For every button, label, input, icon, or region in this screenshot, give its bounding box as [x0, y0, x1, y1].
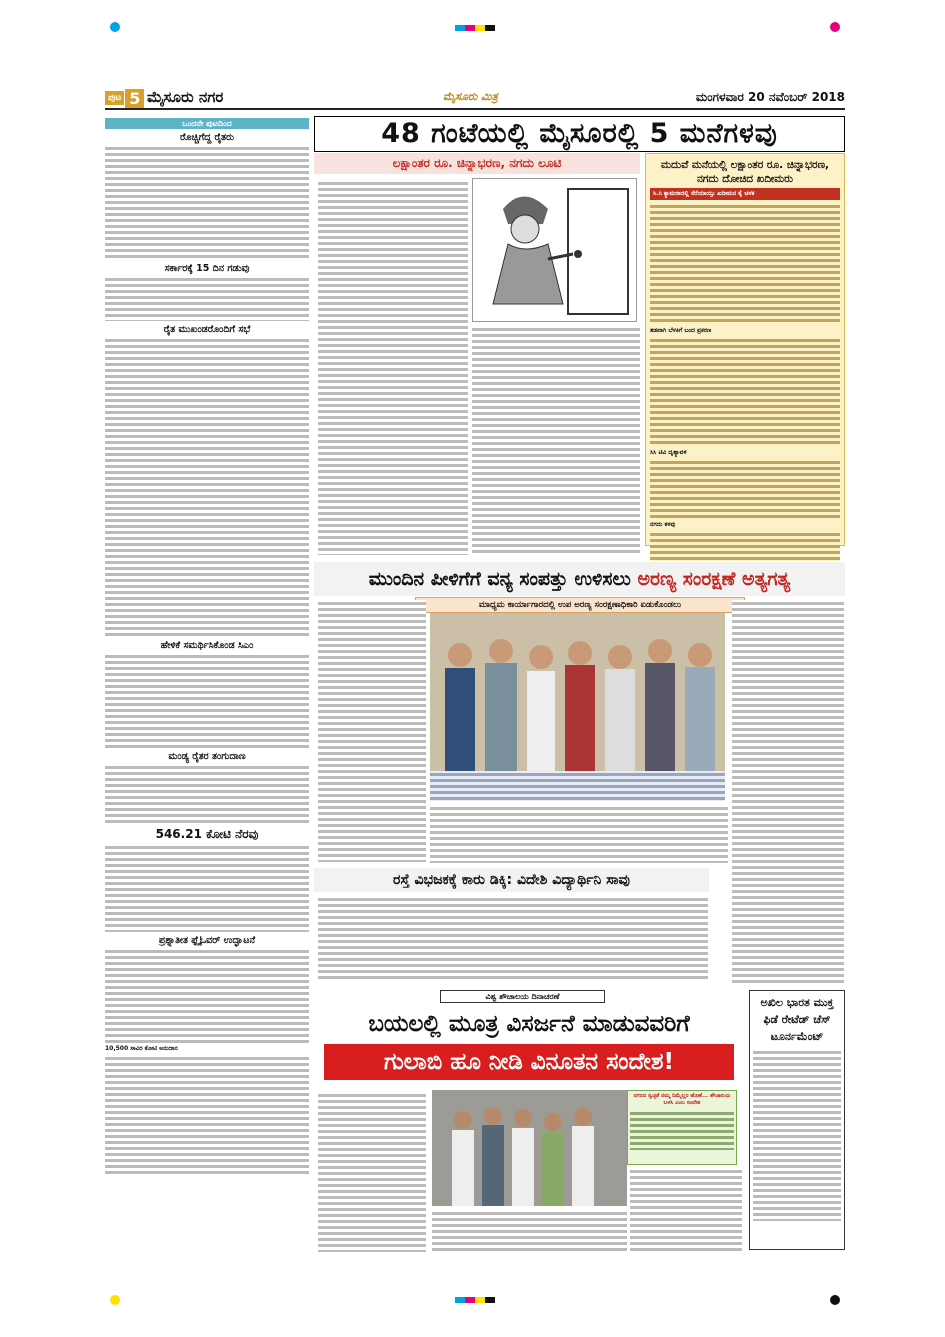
body-text: [630, 1110, 734, 1150]
color-bar: [455, 1297, 495, 1303]
body-text: [650, 337, 840, 447]
story-heading: ಹೇಳಿಕೆ ಸಮರ್ಥಿಸಿಕೊಂಡ ಸಿಎಂ: [160, 640, 254, 651]
forest-body-2: [732, 600, 844, 985]
toilet-body-3: [630, 1168, 742, 1252]
registration-mark: [110, 22, 120, 32]
lead-subhead: ಲಕ್ಷಾಂತರ ರೂ. ಚಿನ್ನಾಭರಣ, ನಗದು ಲೂಟಿ: [314, 153, 640, 174]
side-story-subhead: ಸಿಸಿ ಟಿವಿ ದೃಶ್ಯಾವಳಿ: [650, 449, 687, 456]
crash-body: [318, 896, 708, 982]
toilet-info-box: ನಗರದ ಸ್ವಚ್ಛತೆ ನಮ್ಮ ನಿಮ್ಮೆಲ್ಲರ ಹೊಣೆ... ಶೌಚಾಲಯ ಬಳಸಿ ಎಂಬ ಸಂದೇಶ: [627, 1090, 737, 1165]
story-heading: ಪ್ರಶ್ನಾತೀತ ಫ್ಲೈಓವರ್ ಉದ್ಘಾಟನೆ: [158, 935, 256, 946]
left-column: [105, 118, 309, 1183]
forest-body-3: [430, 805, 728, 863]
color-bar: [455, 25, 495, 31]
body-text: [105, 653, 309, 748]
body-text: [105, 1055, 309, 1175]
body-text: [105, 948, 309, 1043]
photo-caption: [430, 771, 725, 801]
toilet-photo: [432, 1090, 627, 1206]
body-text: [650, 459, 840, 519]
toilet-kicker: ವಿಶ್ವ ಶೌಚಾಲಯ ದಿನಾಚರಣೆ: [440, 990, 605, 1003]
lead-headline: 48 ಗಂಟೆಯಲ್ಲಿ ಮೈಸೂರಲ್ಲಿ 5 ಮನೆಗಳವು: [314, 116, 845, 152]
section-name: ಮೈಸೂರು ನಗರ: [147, 88, 224, 106]
side-story-headline: ಮದುವೆ ಮನೆಯಲ್ಲಿ ಲಕ್ಷಾಂತರ ರೂ. ಚಿನ್ನಾಭರಣ, ನಗದು ದೋಚಿದ ಖದೀಮರು: [660, 159, 830, 185]
lead-body-2: [472, 326, 640, 554]
body-text: [105, 844, 309, 932]
body-text: [105, 145, 309, 260]
forest-headline: ಮುಂದಿನ ಪೀಳಿಗೆಗೆ ವನ್ಯ ಸಂಪತ್ತು ಉಳಿಸಲು ಅರಣ್ಯ ಸಂರಕ್ಷಣೆ ಅತ್ಯಗತ್ಯ: [314, 562, 845, 596]
story-heading: ರೊಚ್ಚಿಗೆದ್ದ ರೈತರು: [179, 132, 235, 143]
body-text: [105, 276, 309, 321]
registration-mark: [830, 22, 840, 32]
toilet-body-1: [318, 1092, 426, 1252]
story-heading: 546.21 ಕೋಟಿ ನೆರವು: [155, 827, 259, 841]
registration-mark: [110, 1295, 120, 1305]
chess-box: [749, 990, 845, 1250]
masthead: [105, 88, 845, 110]
side-story-box: [645, 153, 845, 546]
side-story-subhead: ನಗದು ಕಳವು: [650, 521, 676, 528]
story-heading: ಮಂಡ್ಯ ರೈತರ ತಂಗುದಾಣ: [168, 751, 246, 762]
body-text: [650, 531, 840, 561]
body-text: [105, 764, 309, 824]
highlight-text: 10,500 ಸಾವಿರ ಕೋಟಿ ಅನುದಾನ: [105, 1045, 178, 1052]
registration-mark: [830, 1295, 840, 1305]
forest-kicker: ಮಾಧ್ಯಮ ಕಾರ್ಯಾಗಾರದಲ್ಲಿ ಉಪ ಅರಣ್ಯ ಸಂರಕ್ಷಣಾಧಿಕಾರಿ ಏಡುಕೊಂಡಲು: [415, 597, 745, 613]
forest-body-1: [318, 600, 426, 862]
issue-date: ಮಂಗಳವಾರ 20 ನವೆಂಬರ್ 2018: [695, 90, 845, 104]
page-number: ಪುಟ 5: [105, 88, 144, 108]
thief-illustration: [472, 178, 637, 322]
continued-tag: ಒಂದನೇ ಪುಟದಿಂದ: [105, 118, 309, 129]
story-heading: ರೈತ ಮುಖಂಡರೊಂದಿಗೆ ಸಭೆ: [163, 324, 251, 335]
crash-headline: ರಸ್ತೆ ವಿಭಜಕಕ್ಕೆ ಕಾರು ಡಿಕ್ಕಿ: ವಿದೇಶಿ ವಿದ್ಯಾರ್ಥಿನಿ ಸಾವು: [314, 868, 709, 892]
side-story-kicker: ಸಿ.ಸಿ ಕ್ಯಾಮರಾದಲ್ಲಿ ಸೆರೆಯಾಯ್ತು ಖದೀಮನ ಕೈ ಚಳಕ: [650, 188, 840, 200]
story-heading: ಸರ್ಕಾರಕ್ಕೆ 15 ದಿನ ಗಡುವು: [164, 263, 250, 274]
toilet-body-2: [432, 1210, 627, 1252]
body-text: [105, 337, 309, 637]
side-story-subhead: ತಡವಾಗಿ ಬೆಳಕಿಗೆ ಬಂದ ಪ್ರಕರಣ: [650, 327, 712, 334]
forest-photo: [430, 613, 725, 771]
lead-body-1: [318, 180, 468, 555]
toilet-headline: ಬಯಲಲ್ಲಿ ಮೂತ್ರ ವಿಸರ್ಜನೆ ಮಾಡುವವರಿಗೆ ಗುಲಾಬಿ ಹೂ ನೀಡಿ ವಿನೂತನ ಸಂದೇಶ!: [314, 1004, 744, 1088]
chess-headline: ಅಖಿಲ ಭಾರತ ಮುಕ್ತ ಫಿಡೆ ರೇಟೆಡ್ ಚೆಸ್ ಟೂರ್ನಮೆಂಟ್: [760, 996, 834, 1043]
body-text: [650, 203, 840, 325]
body-text: [753, 1049, 841, 1221]
paper-logo: ಮೈಸೂರು ಮಿತ್ರ: [443, 90, 498, 103]
